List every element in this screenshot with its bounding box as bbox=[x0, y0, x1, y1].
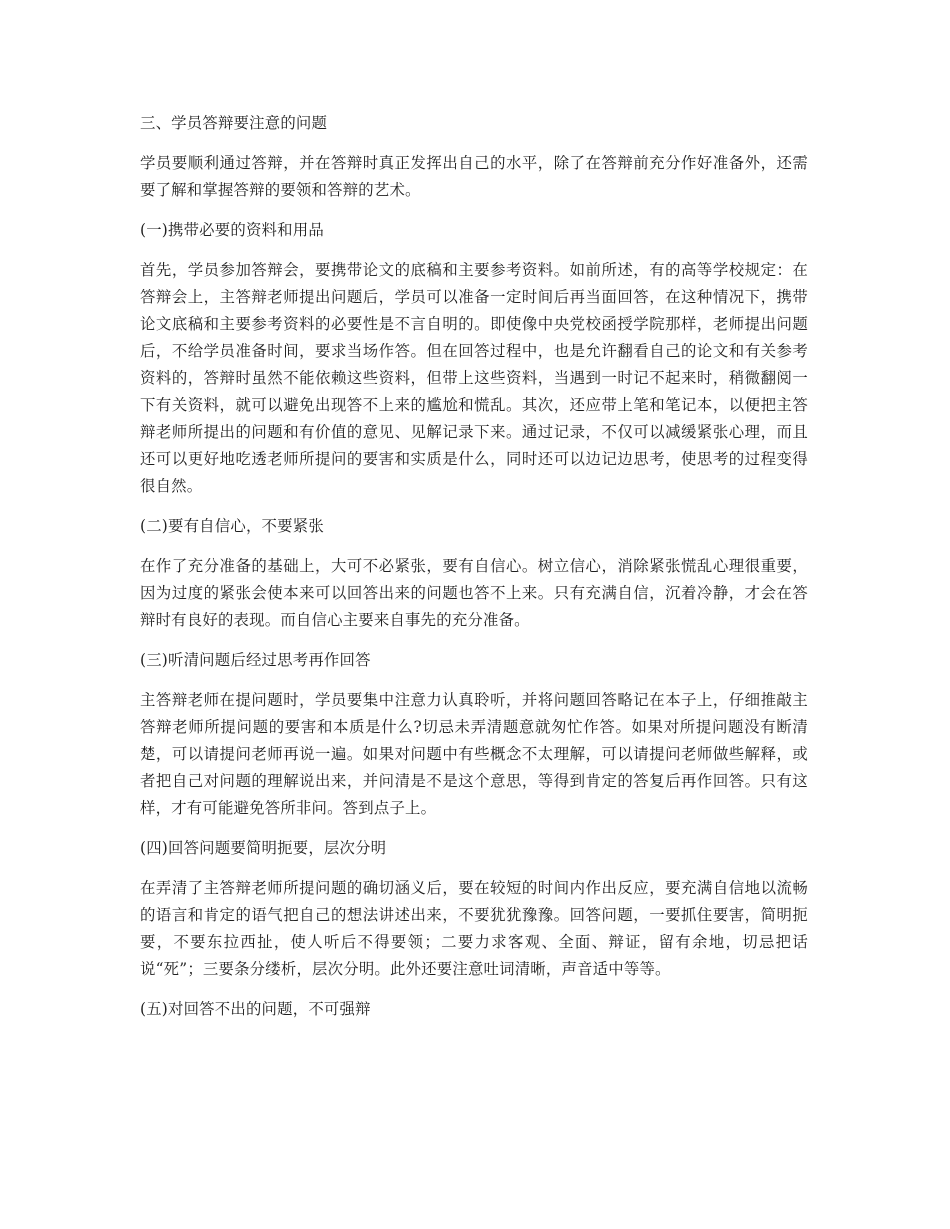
subsection-4-body: 在弄清了主答辩老师所提问题的确切涵义后，要在较短的时间内作出反应，要充满自信地以流畅的语言和肯定的语气把自己的想法讲述出来，不要犹犹豫豫。回答问题，一要抓住要害，简明扼要，不要东拉西扯，使人听后不得要领；二要力求客观、全面、辩证，留有余地，切忌把话说“死”；三要条分缕析，层次分明。此外还要注意吐词清晰，声音适中等等。 bbox=[140, 879, 808, 978]
subsection-4-title: (四)回答问题要简明扼要，层次分明 bbox=[140, 839, 387, 857]
intro-paragraph: 学员要顺利通过答辩，并在答辩时真正发挥出自己的水平，除了在答辩前充分作好准备外，还需要了解和掌握答辩的要领和答辩的艺术。 bbox=[140, 154, 808, 199]
subsection-2-body: 在作了充分准备的基础上，大可不必紧张，要有自信心。树立信心，消除紧张慌乱心理很重要，因为过度的紧张会使本来可以回答出来的问题也答不上来。只有充满自信，沉着冷静，才会在答辩时有良好的表现。而自信心主要来自事先的充分准备。 bbox=[140, 557, 808, 629]
subsection-2-title: (二)要有自信心，不要紧张 bbox=[140, 517, 324, 535]
subsection-1-title: (一)携带必要的资料和用品 bbox=[140, 221, 324, 239]
document-page bbox=[140, 110, 808, 1036]
subsection-3-title: (三)听清问题后经过思考再作回答 bbox=[140, 651, 371, 669]
subsection-1-body: 首先，学员参加答辩会，要携带论文的底稿和主要参考资料。如前所述，有的高等学校规定：在答辩会上，主答辩老师提出问题后，学员可以准备一定时间后再当面回答，在这种情况下，携带论文底稿和主要参考资料的必要性是不言自明的。即使像中央党校函授学院那样，老师提出问题后，不给学员准备时间，要求当场作答。但在回答过程中，也是允许翻看自己的论文和有关参考资料的，答辩时虽然不能依赖这些资料，但带上这些资料，当遇到一时记不起来时，稍微翻阅一下有关资料，就可以避免出现答不上来的尴尬和慌乱。其次，还应带上笔和笔记本，以便把主答辩老师所提出的问题和有价值的意见、见解记录下来。通过记录，不仅可以减缓紧张心理，而且还可以更好地吃透老师所提问的要害和实质是什么，同时还可以边记边思考，使思考的过程变得很自然。 bbox=[140, 261, 808, 495]
subsection-5-title: (五)对回答不出的问题，不可强辩 bbox=[140, 1000, 371, 1018]
section-title: 三、学员答辩要注意的问题 bbox=[140, 114, 328, 132]
subsection-3-body: 主答辩老师在提问题时，学员要集中注意力认真聆听，并将问题回答略记在本子上，仔细推敲主答辩老师所提问题的要害和本质是什么?切忌未弄清题意就匆忙作答。如果对所提问题没有断清楚，可以请提问老师再说一遍。如果对问题中有些概念不太理解，可以请提问老师做些解释，或者把自己对问题的理解说出来，并问清是不是这个意思，等得到肯定的答复后再作回答。只有这样，才有可能避免答所非问。答到点子上。 bbox=[140, 691, 808, 817]
